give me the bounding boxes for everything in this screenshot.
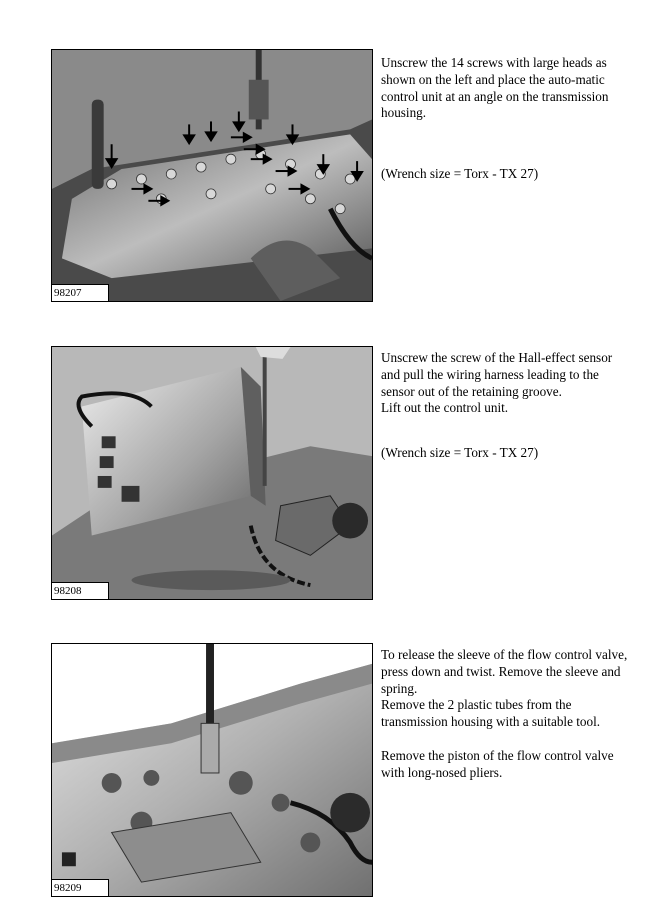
figure-number: 98209 xyxy=(52,879,109,896)
figure-number: 98207 xyxy=(52,284,109,301)
paragraph: Unscrew the screw of the Hall-effect sensor and pull the wiring harness leading to the sensor out of the retaining groove. xyxy=(381,350,613,399)
control-unit-illustration xyxy=(52,347,372,599)
transmission-illustration xyxy=(52,50,372,301)
wrench-size-note: (Wrench size = Torx - TX 27) xyxy=(381,166,539,182)
paragraph: To release the sleeve of the flow control valve, press down and twist. Remove the sleeve and spring. xyxy=(381,647,628,696)
step-1-instructions xyxy=(381,55,631,183)
wrench-size-note: (Wrench size = Torx - TX 27) xyxy=(381,445,539,461)
photo-control-unit-screws xyxy=(51,49,373,302)
step-2-instructions xyxy=(381,350,631,462)
figure-number: 98208 xyxy=(52,582,109,599)
housing-illustration xyxy=(52,644,372,896)
paragraph: Remove the piston of the flow control valve with long-nosed pliers. xyxy=(381,747,614,780)
paragraph: Unscrew the 14 screws with large heads as shown on the left and place the auto-matic control unit at an angle on the transmission housing. xyxy=(381,55,609,121)
photo-flow-control-valve xyxy=(51,643,373,897)
paragraph: Lift out the control unit. xyxy=(381,400,509,416)
photo-hall-effect-sensor xyxy=(51,346,373,600)
step-3-instructions xyxy=(381,647,631,782)
paragraph: Remove the 2 plastic tubes from the transmission housing with a suitable tool. xyxy=(381,697,601,730)
